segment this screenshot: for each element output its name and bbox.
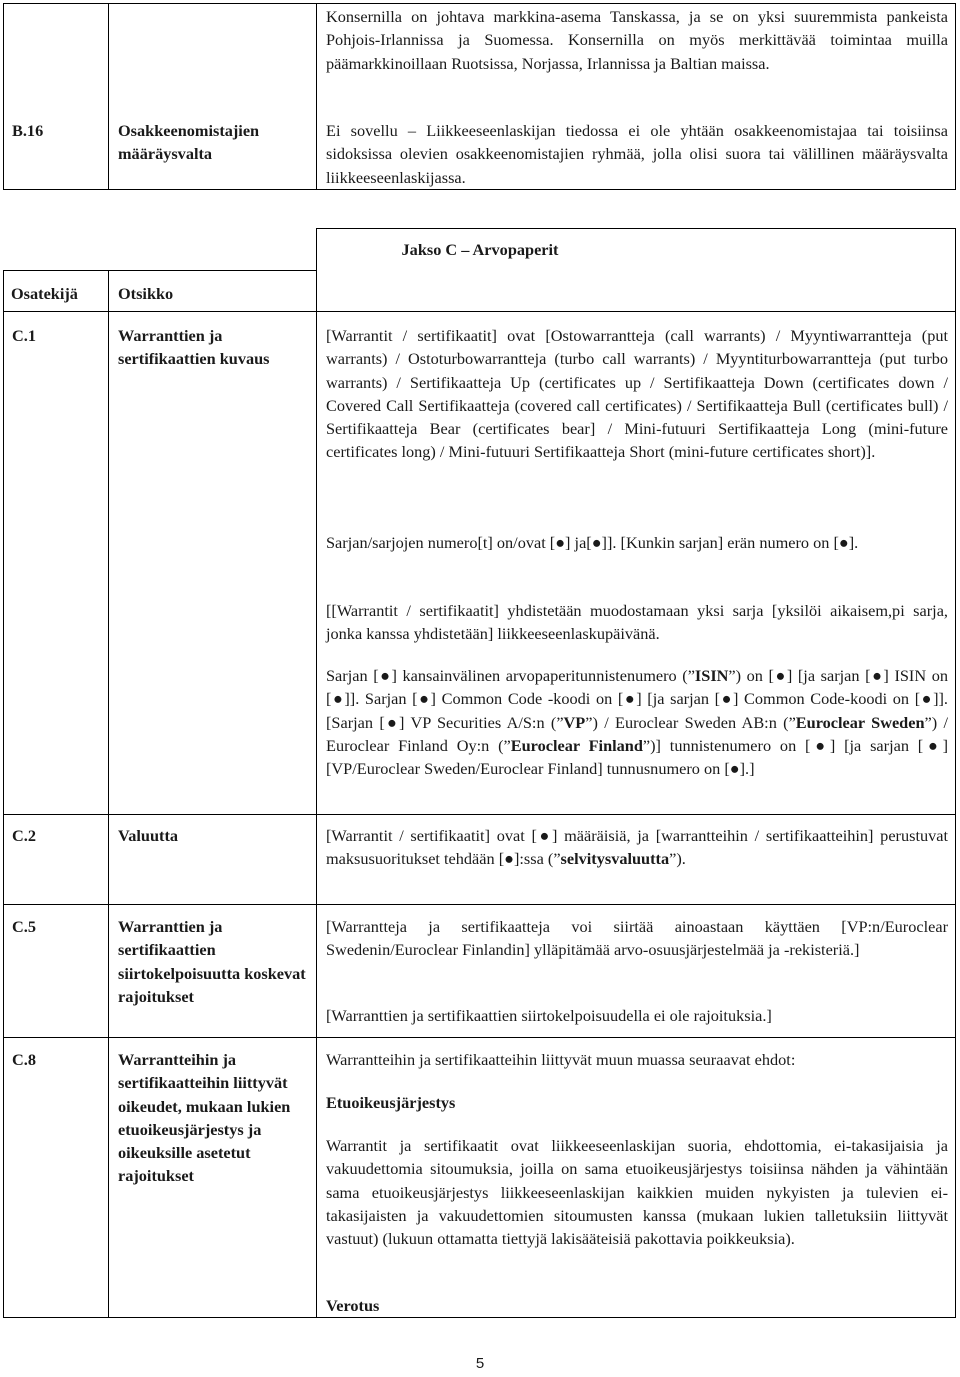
c2-text: [Warrantit / sertifikaatit] ovat [●] määräisiä, ja [warrantteihin / sertifikaatteihin] perustuvat maksusuoritukset tehdään [●]:ssa (”selvitysvaluutta”). [326, 826, 948, 869]
c5-title: Warranttien ja sertifikaattien siirtokelpoisuutta koskevat rajoitukset [118, 917, 306, 1006]
c8-id: C.8 [12, 1050, 36, 1069]
c2-title: Valuutta [118, 826, 179, 845]
c1-title: Warranttien ja sertifikaattien kuvaus [118, 326, 270, 369]
table-c-header-top-border [316, 228, 956, 229]
c8-etuoikeus-text: Warrantit ja sertifikaatit ovat liikkeeseenlaskijan suoria, ehdottomia, ei-takasijaisia ja vakuudettomia sitoumuksia, joilla on sama etuoikeusjärjestys toisiinsa nähden ja vähintään sama etuoikeusjärjestys liikkeeseenlaskijan kaikkien muiden nykyisten ja tulevien ei-takasijaisten ja vakuudettomien sitoumusten kanssa (mukaan lukien talletuksiin liittyvät vastuut) (lukuun ottamatta tiettyjä lakisääteisiä pakottavia poikkeuksia). [326, 1136, 948, 1249]
table-b-top-border [3, 3, 956, 4]
table-c-header-left-border [316, 228, 317, 1318]
c1-series-number: Sarjan/sarjojen numero[t] on/ovat [●] ja[●]]. [Kunkin sarjan] erän numero on [●]. [326, 533, 859, 552]
c8-title: Warrantteihin ja sertifikaatteihin liittyvät oikeudet, mukaan lukien etuoikeusjärjestys ja oikeuksille asetetut rajoitukset [118, 1050, 291, 1186]
c1-description: [Warrantit / sertifikaatit] ovat [Ostowarrantteja (call warrants) / Myyntiwarrantteja (put warrants) / Ostoturbowarrantteja (turbo call warrants) / Myyntiturbowarrantteja (put turbo warrants) / Sertifikaatteja Up (certificates up / Sertifikaatteja Down (certificates down / Covered Call Sertifikaatteja (covered call certificates) / Sertifikaatteja Bull (certificates bull) / Sertifikaatteja Bear (certificates bear] / Mini-futuuri Sertifikaatteja Long (mini-future certificates long) / Mini-futuuri Sertifikaatteja Short (mini-future certificates short)]. [326, 326, 948, 462]
c1-row-bottom [3, 814, 956, 815]
table-c-right-border [955, 228, 956, 1318]
table-c-header-row-bottom [3, 311, 956, 312]
c8-subheading-etuoikeus: Etuoikeusjärjestys [326, 1093, 456, 1112]
c8-subheading-verotus: Verotus [326, 1296, 380, 1315]
b16-id: B.16 [12, 121, 44, 140]
table-c-bottom-border [3, 1317, 956, 1318]
column-header-otsikko: Otsikko [118, 284, 174, 303]
page-number: 5 [475, 1355, 485, 1372]
column-header-osatekija: Osatekijä [11, 284, 78, 303]
c8-intro: Warrantteihin ja sertifikaatteihin liittyvät muun muassa seuraavat ehdot: [326, 1050, 796, 1069]
c2-row-bottom [3, 904, 956, 905]
table-c-header-row-top [3, 270, 317, 271]
b16-title: Osakkeenomistajien määräysvalta [118, 121, 260, 164]
c2-id: C.2 [12, 826, 36, 845]
c5-id: C.5 [12, 917, 36, 936]
c1-id: C.1 [12, 326, 36, 345]
table-c-left-border [3, 270, 4, 1318]
c5-row-bottom [3, 1037, 956, 1038]
b16-text: Ei sovellu ‒ Liikkeeseenlaskijan tiedossa ei ole yhtään osakkeenomistajaa tai toisiinsa sidoksissa olevien osakkeenomistajien ryhmää, jolla olisi suora tai välillinen määräysvalta liikkeeseenlaskijassa. [326, 121, 948, 187]
section-b-intro-text: Konsernilla on johtava markkina-asema Tanskassa, ja se on yksi suuremmista pankeista Pohjois-Irlannissa ja Suomessa. Konsernilla on myös merkittävää toimintaa muilla päämarkkinoillaan Ruotsissa, Norjassa, Irlannissa ja Baltian maissa. [326, 7, 948, 73]
table-b-left-border [3, 3, 4, 190]
section-c-heading: Jakso C ‒ Arvopaperit [401, 240, 559, 259]
c1-consolidation: [[Warrantit / sertifikaatit] yhdistetään muodostamaan yksi sarja [yksilöi aikaisem,pi sarja, jonka kanssa yhdistetään] liikkeeseenlaskupäivänä. [326, 601, 948, 644]
c1-isin: Sarjan [●] kansainvälinen arvopaperitunnistenumero (”ISIN”) on [●] [ja sarjan [●] ISIN on [●]]. Sarjan [●] Common Code -koodi on [●] [ja sarjan [●] Common Code-koodi on [●]]. [Sarjan [●] VP Securities A/S:n (”VP”) / Euroclear Sweden AB:n (”Euroclear Sweden”) / Euroclear Finland Oy:n (”Euroclear Finland”)] tunnistenumero on [●] [ja sarjan [●] [VP/Euroclear Sweden/Euroclear Finland] tunnusnumero on [●].] [326, 666, 948, 779]
c5-transfer-text: [Warrantteja ja sertifikaatteja voi siirtää ainoastaan käyttäen [VP:n/Euroclear Swedenin/Euroclear Finlandin] ylläpitämää arvo-osuusjärjestelmää ja -rekisteriä.] [326, 917, 948, 960]
table-b-right-border [955, 3, 956, 190]
table-b-col-divider-2 [316, 3, 317, 190]
table-b-bottom-border [3, 189, 956, 190]
table-c-osatekija-divider [108, 270, 109, 1318]
table-b-col-divider-1 [108, 3, 109, 190]
c5-no-restrictions-text: [Warranttien ja sertifikaattien siirtokelpoisuudella ei ole rajoituksia.] [326, 1006, 772, 1025]
